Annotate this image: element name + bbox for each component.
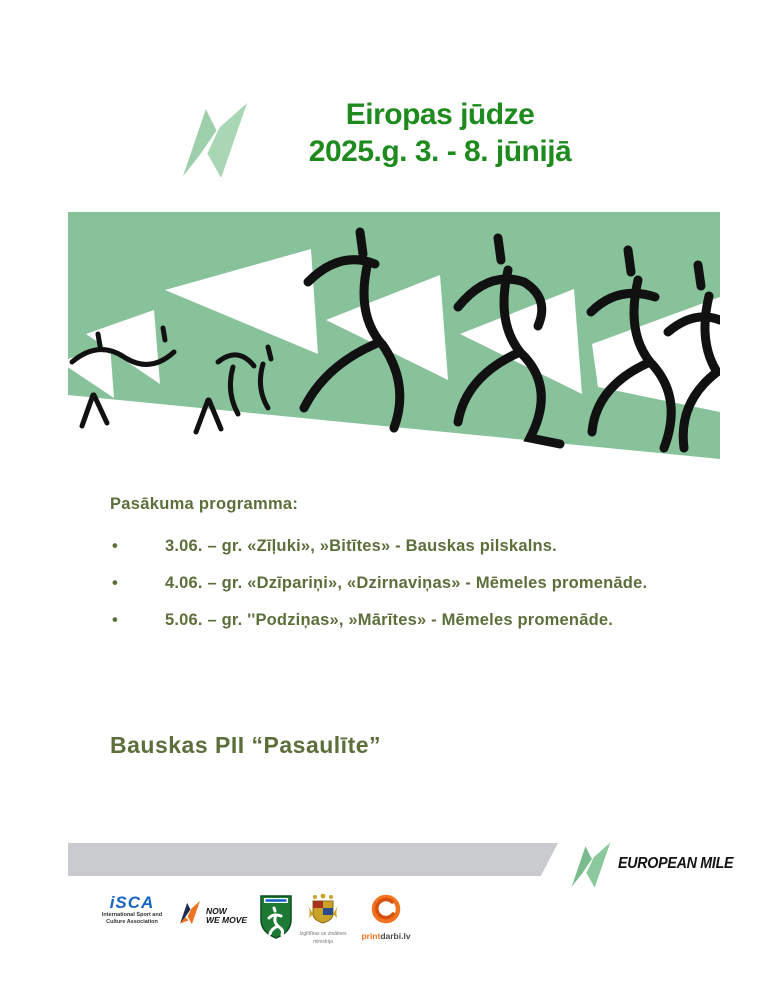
organizer-name: Bauskas PII “Pasaulīte” xyxy=(110,732,382,758)
footer-divider-bar xyxy=(68,843,558,876)
program-item-3 xyxy=(110,602,670,639)
ministry-logo xyxy=(296,894,350,945)
printdarbi-wordmark: printdarbi.lv xyxy=(361,931,411,941)
program-item-text: 4.06. – gr. «Dzīpariņi», «Dzirnaviņas» - Mēmeles promenāde. xyxy=(165,574,648,592)
runners-banner-artwork xyxy=(68,212,720,467)
program-heading: Pasākuma programma: xyxy=(110,495,299,513)
isca-logo xyxy=(96,894,168,926)
program-item-2 xyxy=(110,565,670,602)
program-item-text: 5.06. – gr. ''Podziņas», »Mārītes» - Mēmeles promenāde. xyxy=(165,611,614,629)
program-item-1 xyxy=(110,528,670,565)
european-mile-arrow-icon xyxy=(568,838,614,894)
arrow-logo-glyph xyxy=(568,838,614,894)
isca-caption-line-1: International Sport and xyxy=(101,912,163,918)
bullet-icon: • xyxy=(112,611,118,629)
european-mile-label: EUROPEAN MILE xyxy=(618,855,734,872)
printdarbi-ring-icon xyxy=(371,894,401,924)
now-we-move-arrow-icon xyxy=(177,900,203,931)
runners-illustration xyxy=(68,212,720,467)
bullet-icon: • xyxy=(112,574,118,592)
isca-wordmark: iSCA xyxy=(109,893,155,912)
sports-federation-emblem-icon xyxy=(254,894,298,945)
program-section xyxy=(110,495,650,639)
bullet-icon: • xyxy=(112,537,118,555)
now-we-move-logo xyxy=(174,894,250,931)
page-title xyxy=(228,96,652,170)
program-list xyxy=(110,528,650,639)
title-line-1: Eiropas jūdze xyxy=(345,98,535,131)
ministry-caption-line-2: ministrija xyxy=(313,939,333,945)
isca-caption-line-2: Culture Association xyxy=(106,919,158,925)
now-we-move-label: NOW WE MOVE xyxy=(205,905,248,925)
latvia-coat-of-arms-icon xyxy=(303,894,343,924)
program-item-text: 3.06. – gr. «Zīļuki», »Bitītes» - Bauskas pilskalns. xyxy=(165,537,557,555)
printdarbi-logo xyxy=(354,894,418,941)
european-mile-logo xyxy=(568,838,734,894)
ministry-caption-line-1: Izglītības un zinātnes xyxy=(299,931,347,937)
title-line-2: 2025.g. 3. - 8. jūnijā xyxy=(308,135,572,168)
